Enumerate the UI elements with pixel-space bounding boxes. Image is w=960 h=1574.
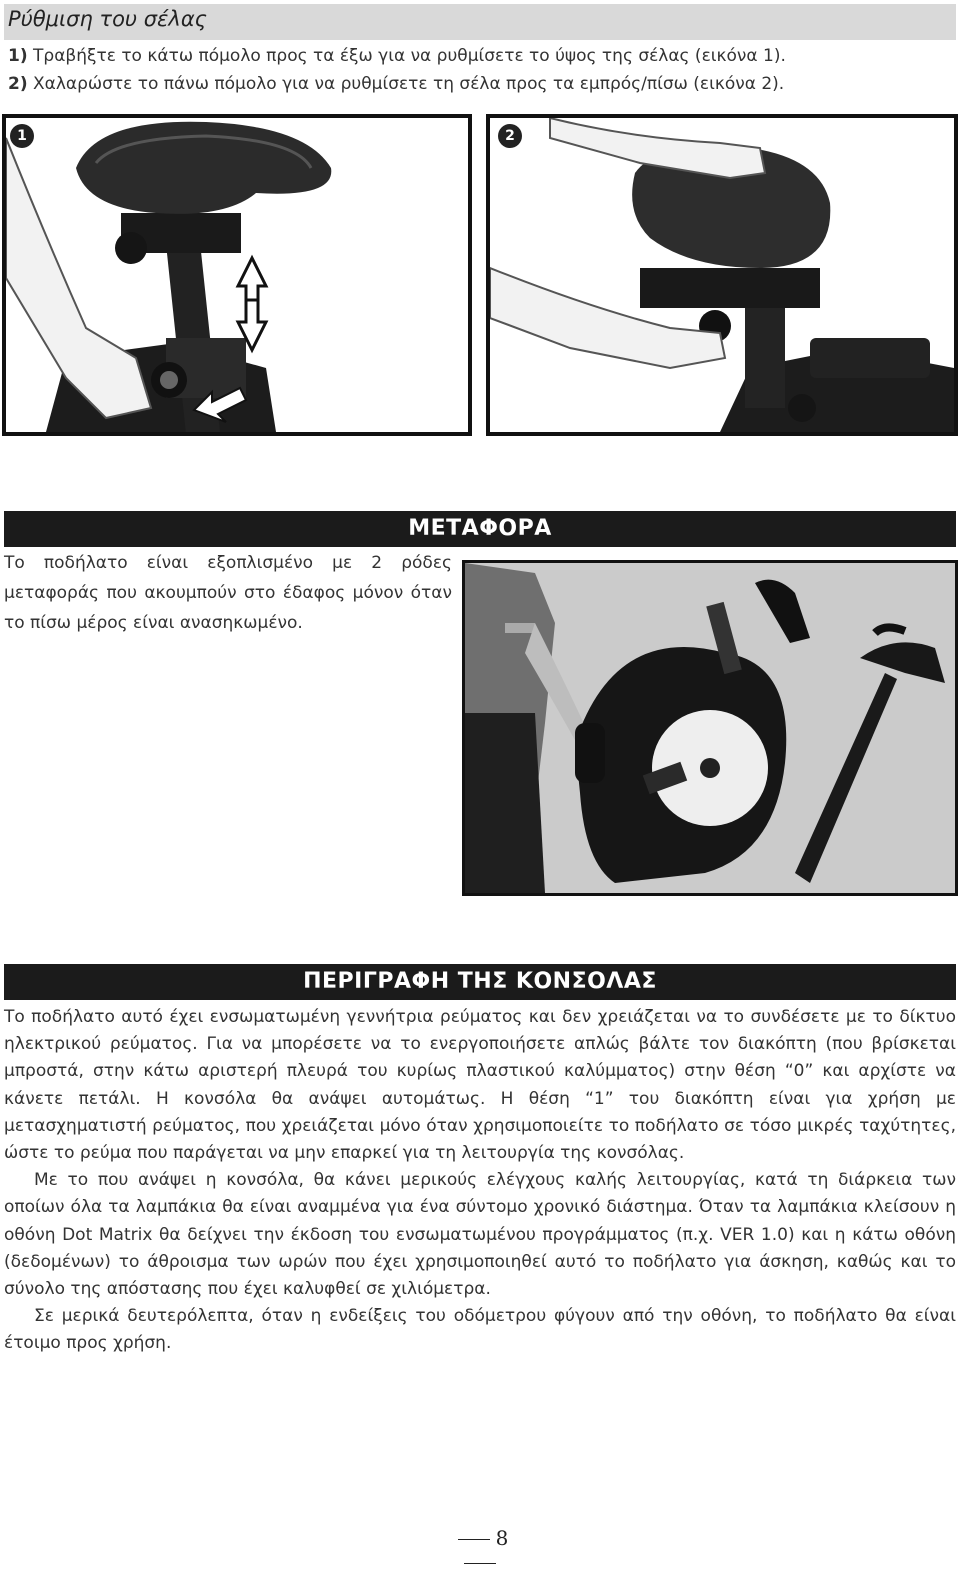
seat-step-2 — [8, 74, 784, 94]
transport-section-title: ΜΕΤΑΦΟΡΑ — [408, 516, 552, 541]
console-description — [4, 1004, 956, 1358]
figure-2-seat-fore-aft-photo — [486, 114, 958, 436]
seat-step-2-number: 2) — [8, 74, 28, 94]
console-paragraph-1: Το ποδήλατο αυτό έχει ενσωματωμένη γεννήτρια ρεύματος και δεν χρειάζεται να το συνδέσετε με το δίκτυο ηλεκτρικού ρεύματος. Για να μπορέσετε να το ενεργοποιήσετε απλώς βάλτε τον διακόπτη (που βρίσκεται μπροστά, στην κάτω αριστερή πλευρά του κυρίως πλαστικού καλύμματος) στην θέση “0” και αρχίστε να κάνετε πετάλι. Η κονσόλα θα ανάψει αυτομάτως. Η θέση “1” του διακόπτη είναι για χρήση με μετασχηματιστή ρεύματος, που χρειάζεται μόνο όταν χρησιμοποιείτε το ποδήλατο σε τόσο μικρές ταχύτητες, ώστε το ρεύμα που παράγεται να μην επαρκεί για τη λειτουργία της κονσόλας. — [4, 1007, 956, 1164]
page-number-right-rule — [464, 1563, 496, 1564]
figure-1-illustration — [6, 118, 468, 432]
transport-description: Το ποδήλατο είναι εξοπλισμένο με 2 ρόδες μεταφοράς που ακουμπούν στο έδαφος μόνον όταν το πίσω μέρος είναι ανασηκωμένο. — [4, 553, 452, 633]
console-paragraph-2: Με το που ανάψει η κονσόλα, θα κάνει μερικούς ελέγχους καλής λειτουργίας, κατά τη διάρκεια των οποίων όλα τα λαμπάκια θα είναι αναμμένα για ένα σύντομο χρονικό διάστημα. Όταν τα λαμπάκια κλείσουν η οθόνη Dot Matrix θα δείχνει την έκδοση του ενσωματωμένου προγράμματος (π.χ. VER 1.0) και η κάτω οθόνη (δεδομένων) το άθροισμα των ωρών που έχει χρησιμοποιηθεί αυτό το ποδήλατο για άσκηση, καθώς και το σύνολο της απόστασης που έχει καλυφθεί σε χιλιόμετρα. — [4, 1170, 956, 1300]
transport-bike-photo — [462, 560, 958, 896]
seat-step-2-text: Χαλαρώστε το πάνω πόμολο για να ρυθμίσετε τη σέλα προς τα εμπρός/πίσω (εικόνα 2). — [27, 74, 785, 94]
transport-illustration — [465, 563, 955, 893]
figure-2-badge: 2 — [498, 124, 522, 148]
figure-1-badge: 1 — [10, 124, 34, 148]
seat-section-title: Ρύθμιση του σέλας — [8, 7, 207, 31]
figure-1-seat-height-photo — [2, 114, 472, 436]
page-number — [430, 1526, 530, 1574]
page-number-left-rule — [458, 1539, 490, 1540]
seat-step-1-text: Τραβήξτε το κάτω πόμολο προς τα έξω για να ρυθμίσετε το ύψος της σέλας (εικόνα 1). — [27, 46, 786, 66]
console-paragraph-3: Σε μερικά δευτερόλεπτα, όταν η ενδείξεις του οδόμετρου φύγουν από την οθόνη, το ποδήλατο θα είναι έτοιμο προς χρήση. — [4, 1306, 956, 1354]
page-number-value: 8 — [495, 1526, 509, 1550]
seat-step-1-number: 1) — [8, 46, 28, 66]
console-section-title: ΠΕΡΙΓΡΑΦΗ ΤΗΣ ΚΟΝΣΟΛΑΣ — [303, 969, 657, 994]
figure-2-illustration — [490, 118, 954, 432]
seat-step-1 — [8, 46, 786, 66]
